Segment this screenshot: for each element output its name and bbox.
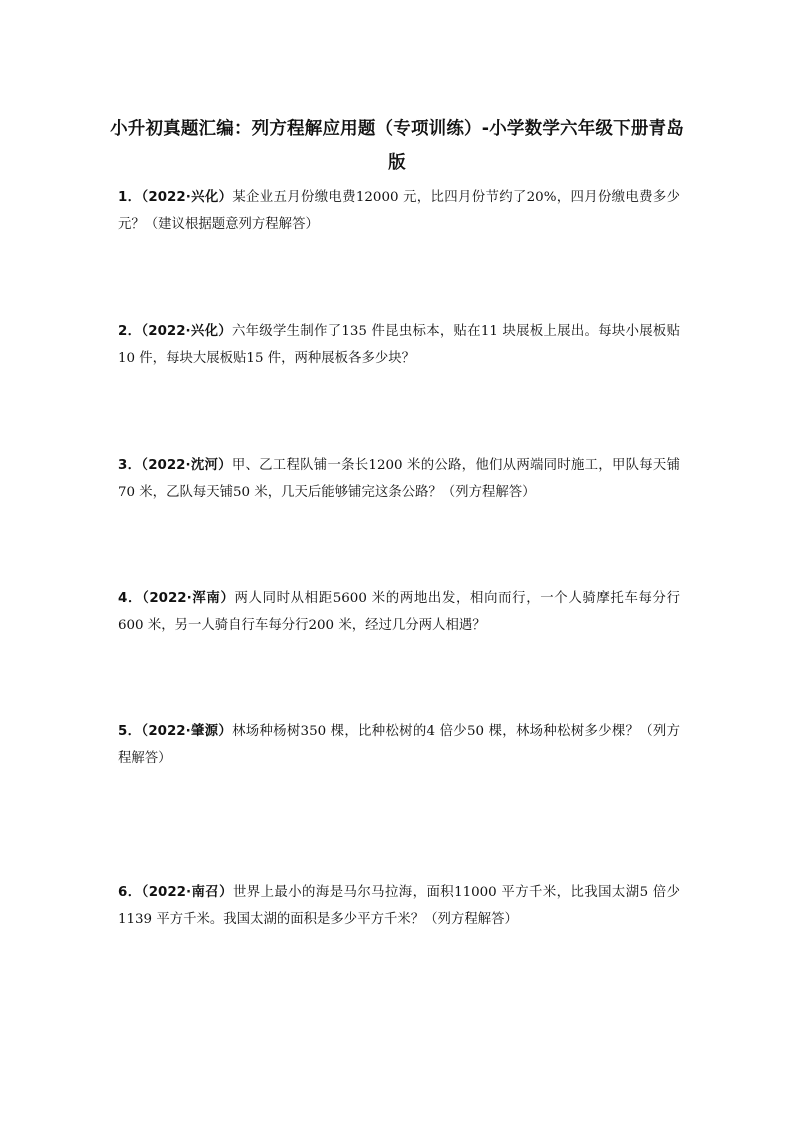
question-source: （2022·肇源）: [141, 724, 233, 739]
question-source: （2022·兴化）: [141, 190, 233, 205]
question-number: 4．: [118, 591, 143, 606]
question-1: [118, 184, 680, 238]
question-number: 3．: [118, 458, 142, 473]
question-number: 1．: [118, 190, 142, 205]
question-number: 6．: [118, 885, 142, 900]
question-2: [118, 318, 680, 372]
question-text: 两人同时从相距5600 米的两地出发，相向而行，一个人骑摩托车每分行600 米，另一人骑自行车每分行200 米，经过几分两人相遇？: [118, 591, 680, 633]
question-number: 5．: [118, 724, 142, 739]
question-6: [118, 879, 680, 933]
question-source: （2022·兴化）: [141, 324, 232, 339]
question-text: 六年级学生制作了135 件昆虫标本，贴在11 块展板上展出。每块小展板贴10 件，每块大展板贴15 件，两种展板各多少块？: [118, 324, 681, 366]
question-4: [118, 585, 680, 639]
question-text: 某企业五月份缴电费12000 元，比四月份节约了20%，四月份缴电费多少元？（建议根据题意列方程解答）: [118, 190, 680, 232]
document-title: 小升初真题汇编：列方程解应用题（专项训练）-小学数学六年级下册青岛版: [110, 119, 684, 173]
question-text: 世界上最小的海是马尔马拉海，面积11000 平方千米，比我国太湖5 倍少1139 平方千米。我国太湖的面积是多少平方千米？（列方程解答）: [118, 885, 680, 927]
question-source: （2022·沈河）: [141, 458, 232, 473]
question-source: （2022·浑南）: [142, 591, 235, 606]
question-5: [118, 718, 680, 772]
question-source: （2022·南召）: [141, 885, 233, 900]
question-text: 林场种杨树350 棵，比种松树的4 倍少50 棵，林场种松树多少棵？（列方程解答）: [118, 724, 681, 766]
question-text: 甲、乙工程队铺一条长1200 米的公路，他们从两端同时施工，甲队每天铺70 米，乙队每天铺50 米，几天后能够铺完这条公路？（列方程解答）: [118, 458, 680, 500]
question-number: 2．: [118, 324, 142, 339]
question-3: [118, 452, 680, 506]
